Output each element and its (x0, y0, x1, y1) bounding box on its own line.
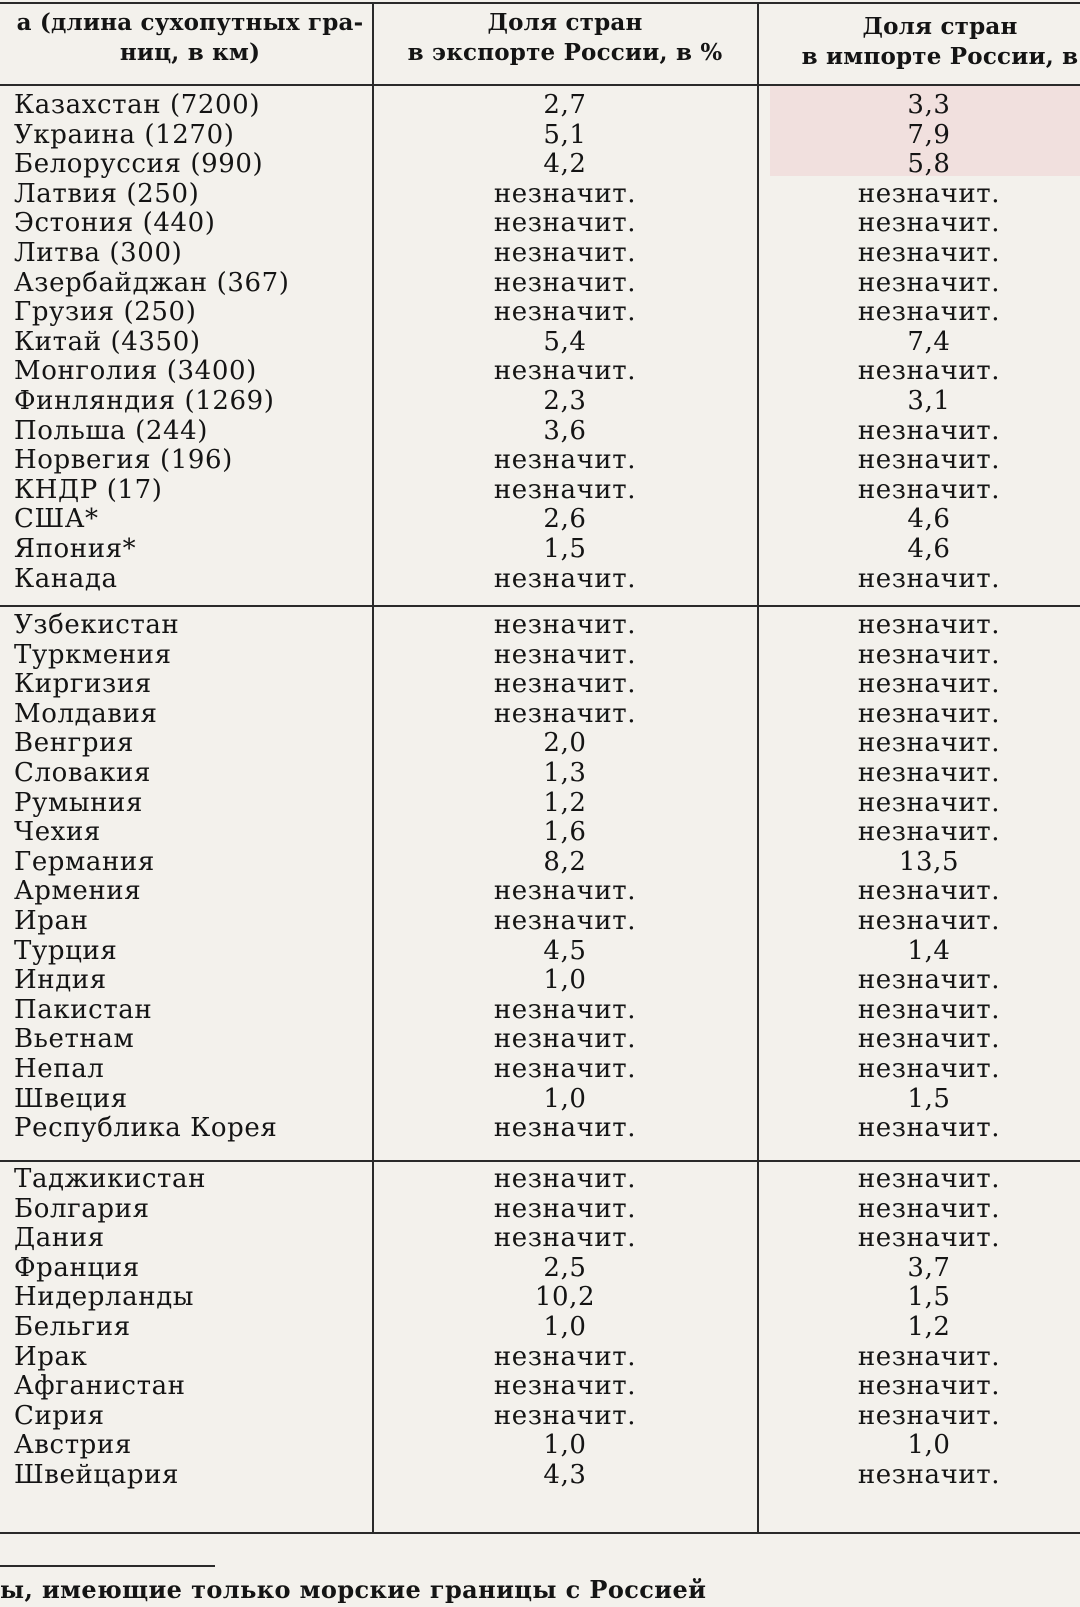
import-share-cell: 5,8 (907, 149, 951, 180)
import-share-cell: 7,4 (907, 326, 951, 357)
export-share-cell: незначит. (493, 238, 637, 268)
country-cell: Нидерланды (14, 1282, 195, 1313)
footnote-rule (0, 1565, 215, 1567)
country-column (14, 0, 372, 1532)
import-share-cell: незначит. (857, 1341, 1001, 1372)
import-share-cell: 1,4 (907, 935, 951, 966)
export-share-cell: 1,5 (543, 534, 587, 564)
country-cell: Узбекистан (14, 610, 180, 640)
export-share-cell: 10,2 (534, 1282, 596, 1313)
import-share-cell: незначит. (857, 208, 1001, 239)
import-share-cell: 3,7 (907, 1252, 951, 1283)
country-cell: Молдавия (14, 698, 158, 729)
import-share-cell: незначит. (857, 1054, 1001, 1084)
export-share-cell: 1,0 (543, 1312, 587, 1342)
import-share-cell: 1,5 (907, 1083, 951, 1114)
country-cell: Грузия (250) (14, 297, 197, 328)
import-share-cell: 13,5 (898, 846, 960, 877)
country-cell: Пакистан (14, 994, 153, 1025)
country-cell: Румыния (14, 787, 143, 818)
import-share-cell: незначит. (857, 639, 1001, 670)
header-country-line1: а (длина сухопутных гра- (16, 9, 364, 36)
country-cell: Эстония (440) (14, 208, 216, 239)
header-import-line2: в импорте России, в (801, 43, 1079, 70)
export-share-cell: незначит. (493, 1024, 637, 1055)
import-share-cell: незначит. (857, 994, 1001, 1025)
import-share-cell: 3,1 (907, 386, 951, 416)
export-share-cell: незначит. (493, 563, 637, 594)
header-export-line1: Доля стран (487, 9, 643, 36)
export-share-cell: 1,0 (543, 965, 587, 996)
country-cell: Дания (14, 1223, 105, 1254)
country-cell: Канада (14, 563, 118, 594)
country-cell: Сирия (14, 1400, 105, 1431)
country-cell: Австрия (14, 1430, 132, 1461)
export-share-cell: незначит. (493, 297, 637, 328)
import-share-cell: незначит. (857, 1460, 1001, 1490)
import-share-cell: 1,0 (907, 1430, 951, 1461)
import-share-cell: незначит. (857, 356, 1001, 387)
export-share-cell: 1,6 (543, 817, 587, 848)
import-share-cell: незначит. (857, 1024, 1001, 1055)
import-share-cell: незначит. (857, 445, 1001, 476)
import-share-cell: незначит. (857, 698, 1001, 729)
export-share-cell: 3,6 (543, 415, 587, 446)
export-share-cell: незначит. (493, 356, 637, 387)
country-cell: Швейцария (14, 1460, 180, 1490)
export-share-cell: незначит. (493, 906, 637, 936)
import-share-cell: незначит. (857, 1113, 1001, 1144)
header-country-line2: ниц, в км) (119, 39, 261, 66)
export-share-cell: незначит. (493, 669, 637, 700)
export-share-cell: незначит. (493, 1054, 637, 1084)
header-import-line1: Доля стран (862, 13, 1018, 40)
import-share-cell: незначит. (857, 965, 1001, 996)
export-share-cell: 1,0 (543, 1430, 587, 1461)
import-share-cell: незначит. (857, 906, 1001, 936)
import-share-cell: незначит. (857, 1223, 1001, 1254)
export-share-cell: незначит. (493, 610, 637, 640)
country-cell: США* (14, 504, 99, 535)
country-cell: Индия (14, 965, 107, 996)
country-cell: Швеция (14, 1083, 128, 1114)
export-share-cell: незначит. (493, 1113, 637, 1144)
country-cell: Ирак (14, 1341, 88, 1372)
export-share-cell: незначит. (493, 445, 637, 476)
import-share-cell: незначит. (857, 728, 1001, 759)
country-cell: Азербайджан (367) (14, 267, 290, 298)
export-share-cell: 2,7 (543, 90, 587, 120)
export-share-cell: незначит. (493, 1341, 637, 1372)
export-share-cell: 2,0 (543, 728, 587, 759)
country-cell: Словакия (14, 758, 151, 788)
import-share-cell: незначит. (857, 876, 1001, 907)
country-cell: Иран (14, 906, 89, 936)
import-share-cell: 3,3 (907, 90, 951, 120)
country-cell: Киргизия (14, 669, 152, 700)
export-share-cell: 5,1 (543, 119, 587, 150)
country-cell: Япония* (14, 534, 137, 564)
country-cell: Украина (1270) (14, 119, 235, 150)
import-share-cell: незначит. (857, 758, 1001, 788)
country-cell: Венгрия (14, 728, 135, 759)
import-share-cell: незначит. (857, 415, 1001, 446)
export-share-cell: незначит. (493, 876, 637, 907)
export-share-cell: незначит. (493, 1193, 637, 1224)
import-share-cell: 1,2 (907, 1312, 951, 1342)
country-cell: Германия (14, 846, 155, 877)
import-share-cell: 7,9 (907, 119, 951, 150)
export-share-cell: 4,5 (543, 935, 587, 966)
header-export-line2: в экспорте России, в % (407, 39, 723, 66)
rule-bottom (0, 1532, 1080, 1534)
country-cell: Латвия (250) (14, 178, 200, 209)
import-share-cell: незначит. (857, 610, 1001, 640)
import-share-cell: незначит. (857, 787, 1001, 818)
export-share-cell: незначит. (493, 1164, 637, 1194)
import-share-cell: незначит. (857, 1164, 1001, 1194)
country-cell: Белоруссия (990) (14, 149, 264, 180)
export-share-cell: незначит. (493, 1371, 637, 1402)
export-share-cell: незначит. (493, 1223, 637, 1254)
country-cell: Китай (4350) (14, 326, 201, 357)
country-cell: Чехия (14, 817, 101, 848)
country-cell: Туркмения (14, 639, 172, 670)
country-cell: Норвегия (196) (14, 445, 233, 476)
country-cell: Республика Корея (14, 1113, 278, 1144)
import-column (759, 0, 1080, 1532)
export-share-cell: 8,2 (543, 846, 587, 877)
export-share-cell: незначит. (493, 474, 637, 505)
export-share-cell: 2,6 (543, 504, 587, 535)
export-share-cell: 4,3 (543, 1460, 587, 1490)
export-share-cell: незначит. (493, 994, 637, 1025)
import-share-cell: незначит. (857, 474, 1001, 505)
export-share-cell: незначит. (493, 698, 637, 729)
import-share-cell: незначит. (857, 267, 1001, 298)
country-cell: Турция (14, 935, 118, 966)
country-cell: Литва (300) (14, 238, 183, 268)
footnote: ы, имеющие только морские границы с Россией (0, 1575, 707, 1604)
country-cell: Непал (14, 1054, 105, 1084)
import-share-cell: незначит. (857, 669, 1001, 700)
country-cell: Армения (14, 876, 142, 907)
import-share-cell: незначит. (857, 1193, 1001, 1224)
export-share-cell: незначит. (493, 639, 637, 670)
export-share-cell: 1,3 (543, 758, 587, 788)
country-cell: Польша (244) (14, 415, 209, 446)
export-share-cell: 4,2 (543, 149, 587, 180)
country-cell: Казахстан (7200) (14, 90, 261, 120)
country-cell: Финляндия (1269) (14, 386, 275, 416)
country-cell: КНДР (17) (14, 474, 163, 505)
import-share-cell: незначит. (857, 1371, 1001, 1402)
import-share-cell: незначит. (857, 297, 1001, 328)
export-share-cell: незначит. (493, 178, 637, 209)
import-share-cell: незначит. (857, 178, 1001, 209)
import-share-cell: незначит. (857, 1400, 1001, 1431)
import-share-cell: незначит. (857, 238, 1001, 268)
import-share-cell: незначит. (857, 563, 1001, 594)
export-column (374, 0, 756, 1532)
export-share-cell: 1,2 (543, 787, 587, 818)
country-cell: Монголия (3400) (14, 356, 257, 387)
import-share-cell: 4,6 (907, 534, 951, 564)
import-share-cell: 1,5 (907, 1282, 951, 1313)
country-cell: Таджикистан (14, 1164, 207, 1194)
import-share-cell: 4,6 (907, 504, 951, 535)
export-share-cell: 5,4 (543, 326, 587, 357)
country-cell: Афганистан (14, 1371, 186, 1402)
country-cell: Франция (14, 1252, 140, 1283)
export-share-cell: незначит. (493, 267, 637, 298)
country-cell: Вьетнам (14, 1024, 135, 1055)
export-share-cell: незначит. (493, 208, 637, 239)
export-share-cell: 2,3 (543, 386, 587, 416)
export-share-cell: 2,5 (543, 1252, 587, 1283)
export-share-cell: незначит. (493, 1400, 637, 1431)
export-share-cell: 1,0 (543, 1083, 587, 1114)
import-share-cell: незначит. (857, 817, 1001, 848)
country-cell: Болгария (14, 1193, 150, 1224)
country-cell: Бельгия (14, 1312, 131, 1342)
